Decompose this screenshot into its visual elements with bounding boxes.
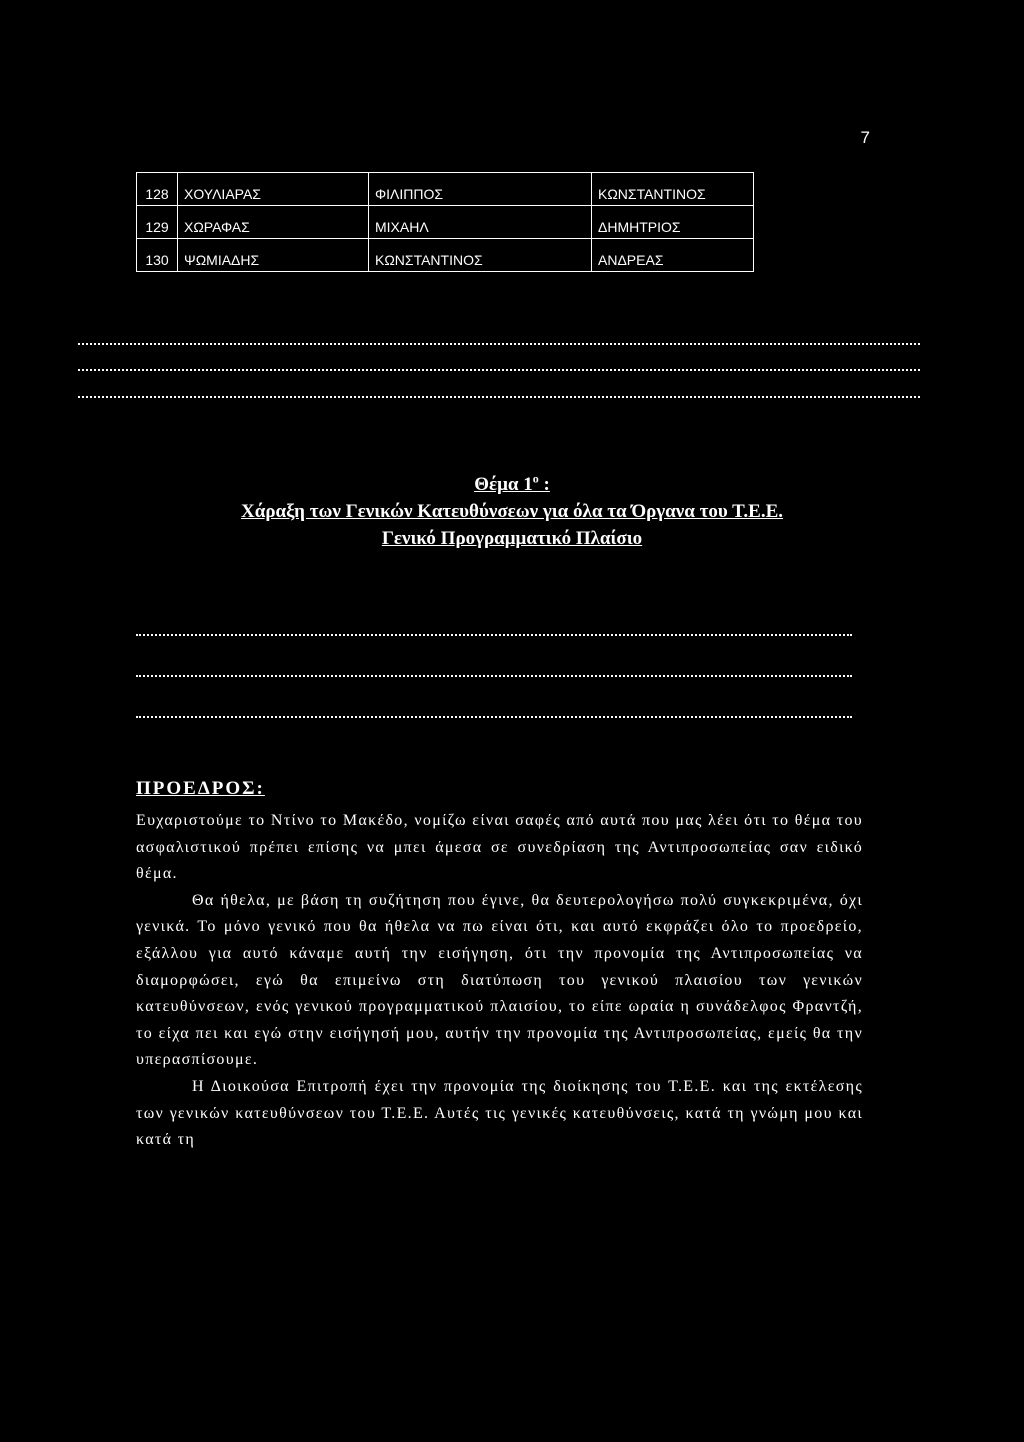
dotted-separator [78,369,920,371]
topic-title: Χάραξη των Γενικών Κατευθύνσεων για όλα τα Όργανα του Τ.Ε.Ε. [241,501,783,523]
dotted-separator [136,716,852,718]
surname-cell: ΨΩΜΙΑΔΗΣ [178,239,369,272]
names-table-body [137,173,754,272]
paragraph: Θα ήθελα, με βάση τη συζήτηση που έγινε, θα δευτερολογήσω πολύ συγκεκριμένα, όχι γενικά. Το μόνο γενικό που θα ήθελα να πω είναι ότι, και αυτό εκφράζει όλο το προεδρείο, εξάλλου για αυτό κάναμε αυτή την εισήγηση, ότι την προνομία της Αντιπροσωπείας να διαμορφώσει, εγώ θα επιμείνω στη διατύπωση του γενικού πλαισίου των γενικών κατευθύνσεων, ενός γενικού προγραμματικού πλαισίου, το είπε ωραία η συνάδελφος Φραντζή, το είχα πει και εγώ στην εισήγησή μου, αυτήν την προνομία της Αντιπροσωπείας, εμείς θα την υπερασπίσουμε. [136,891,863,1069]
row-number: 128 [137,173,178,206]
first-name-cell: ΚΩΝΣΤΑΝΤΙΝΟΣ [369,239,592,272]
speech-text [136,808,863,1154]
names-table [136,172,754,272]
speaker-label: ΠΡΟΕΔΡΟΣ: [136,778,265,799]
dotted-separator [136,634,852,636]
topic-subtitle: Γενικό Προγραμματικό Πλαίσιο [381,528,643,550]
paragraph: Ευχαριστούμε το Ντίνο το Μακέδο, νομίζω είναι σαφές από αυτά που μας λέει ότι το θέμα του ασφαλιστικού πρέπει επίσης να μπει άμεσα σε συνεδρίαση της Αντιπροσωπείας σαν ειδικό θέμα. [136,812,863,883]
table-row [137,206,754,239]
dotted-separator [78,396,920,398]
surname-cell: ΧΟΥΛΙΑΡΑΣ [178,173,369,206]
first-name-cell: ΜΙΧΑΗΛ [369,206,592,239]
page-number: 7 [860,128,870,147]
table-row [137,239,754,272]
father-name-cell: ΚΩΝΣΤΑΝΤΙΝΟΣ [592,173,754,206]
table-row [137,173,754,206]
father-name-cell: ΑΝΔΡΕΑΣ [592,239,754,272]
topic-heading [100,466,924,552]
row-number: 129 [137,206,178,239]
surname-cell: ΧΩΡΑΦΑΣ [178,206,369,239]
dotted-separator [136,675,852,677]
first-name-cell: ΦΙΛΙΠΠΟΣ [369,173,592,206]
dotted-separator [78,343,920,345]
topic-label: Θέμα $1^o$ : [474,472,550,496]
father-name-cell: ΔΗΜΗΤΡΙΟΣ [592,206,754,239]
row-number: 130 [137,239,178,272]
paragraph: Η Διοικούσα Επιτροπή έχει την προνομία της διοίκησης του Τ.Ε.Ε. και της εκτέλεσης των γενικών κατευθύνσεων του Τ.Ε.Ε. Αυτές τις γενικές κατευθύνσεις, κατά τη γνώμη μου και κατά τη [136,1077,863,1149]
